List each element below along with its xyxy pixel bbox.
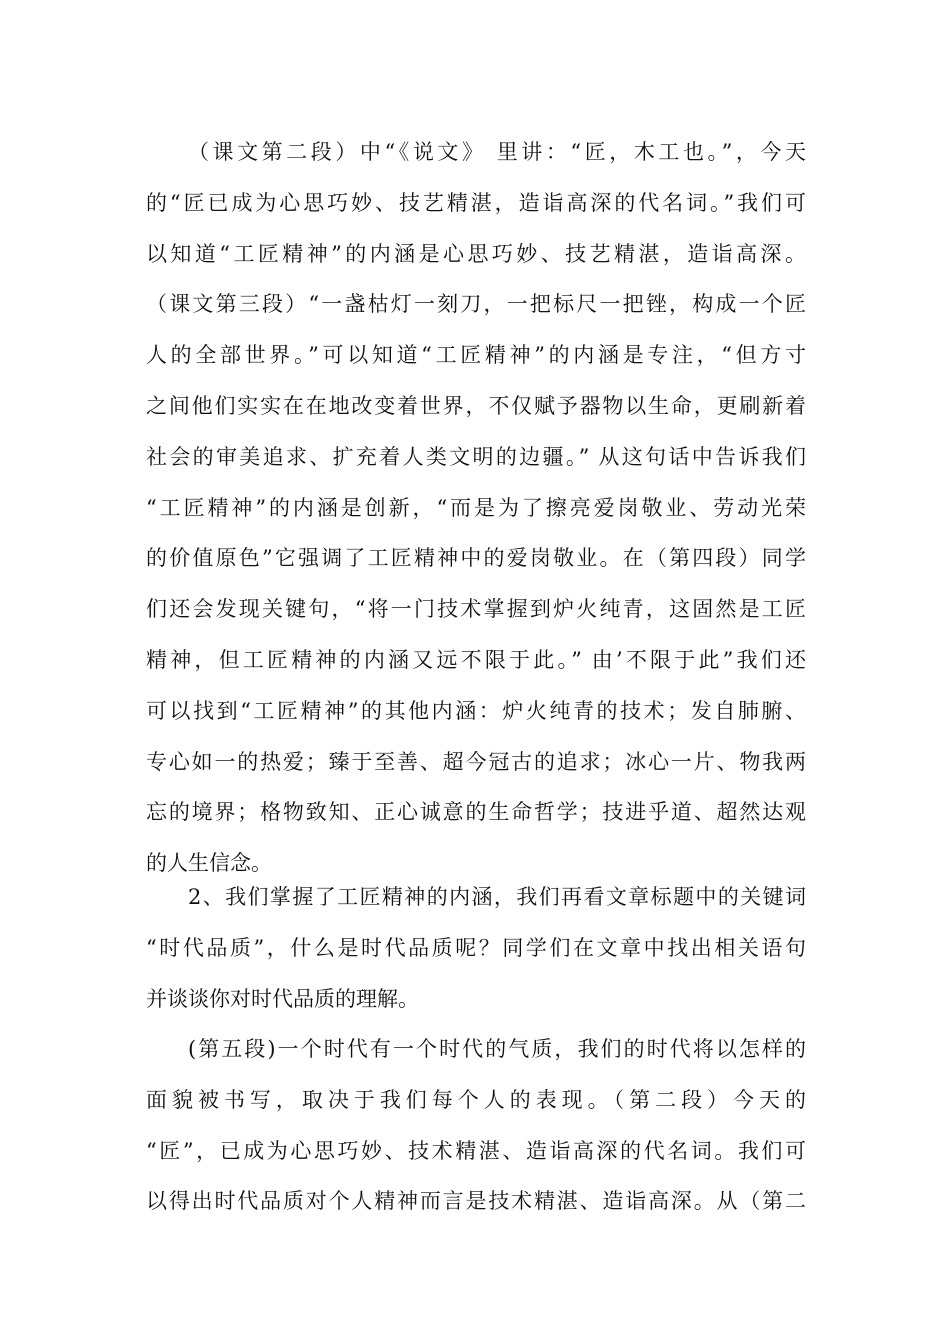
text-line: “时代品质”，什么是时代品质呢？同学们在文章中找出相关语句	[146, 935, 806, 960]
text-line: 并谈谈你对时代品质的理解。	[146, 986, 419, 1011]
paragraph-fifth-section	[146, 1024, 806, 1227]
text-line: （课文第二段）中“《说文》 里讲：“匠，木工也。”，今天	[188, 140, 806, 164]
text-line: 的“匠已成为心思巧妙、技艺精湛，造诣高深的代名词。”我们可	[146, 190, 806, 215]
text-line: 2、我们掌握了工匠精神的内涵，我们再看文章标题中的关键词	[188, 885, 806, 909]
text-line: 面貌被书写，取决于我们每个人的表现。（第二段）今天的	[146, 1087, 806, 1112]
paragraph-craftsman-spirit	[146, 127, 806, 889]
text-line: “匠”，已成为心思巧妙、技术精湛、造诣高深的代名词。我们可	[146, 1138, 806, 1163]
text-line: (第五段)一个时代有一个时代的气质，我们的时代将以怎样的	[188, 1037, 806, 1061]
text-line: 们还会发现关键句，“将一门技术掌握到炉火纯青，这固然是工匠	[146, 597, 806, 622]
text-line: 的价值原色”它强调了工匠精神中的爱岗敬业。在（第四段）同学	[146, 546, 806, 571]
text-line: 专心如一的热爱；臻于至善、超今冠古的追求；冰心一片、物我两	[146, 749, 806, 774]
text-line: 精神，但工匠精神的内涵又远不限于此。” 由’不限于此”我们还	[146, 647, 806, 672]
text-line: （课文第三段）“一盏枯灯一刻刀，一把标尺一把锉，构成一个匠	[146, 292, 806, 317]
text-line: 社会的审美追求、扩充着人类文明的边疆。” 从这句话中告诉我们	[146, 444, 806, 469]
text-line: 的人生信念。	[146, 851, 272, 876]
text-line: 可以找到“工匠精神”的其他内涵：炉火纯青的技术；发自肺腑、	[146, 698, 806, 723]
text-line: 人的全部世界。”可以知道“工匠精神”的内涵是专注，“但方寸	[146, 343, 806, 368]
text-line: 以得出时代品质对个人精神而言是技术精湛、造诣高深。从（第二	[146, 1189, 806, 1214]
text-line: 忘的境界；格物致知、正心诚意的生命哲学；技进乎道、超然达观	[146, 800, 806, 825]
text-line: “工匠精神”的内涵是创新，“而是为了擦亮爱岗敬业、劳动光荣	[146, 495, 806, 520]
paragraph-question-2	[146, 872, 806, 1024]
text-line: 之间他们实实在在地改变着世界，不仅赋予器物以生命，更刷新着	[146, 393, 806, 418]
text-line: 以知道“工匠精神”的内涵是心思巧妙、技艺精湛，造诣高深。	[146, 241, 806, 266]
